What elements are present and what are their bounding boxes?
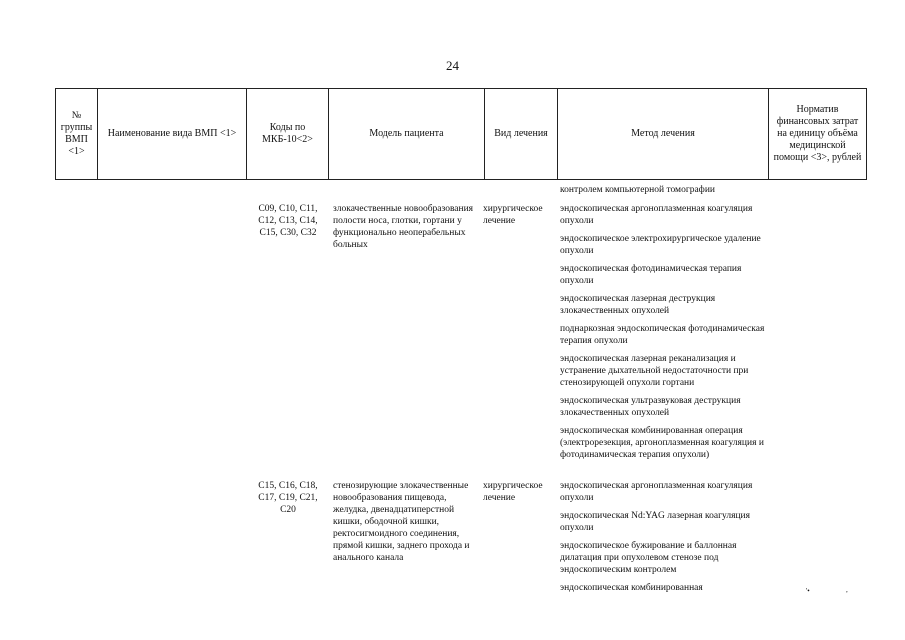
treatment-method-item: эндоскопическая комбинированная xyxy=(560,583,703,593)
treatment-method-item: эндоскопическая аргоноплазменная коагуляция опухоли xyxy=(560,204,753,226)
header-group-number: № группы ВМП <1> xyxy=(60,109,93,157)
icd-codes-cell: С15, С16, С18, С17, С19, С21, С20 xyxy=(258,481,318,515)
header-icd-codes: Коды по МКБ-10<2> xyxy=(262,121,313,145)
treatment-method-item: поднаркозная эндоскопическая фотодинамическая терапия опухоли xyxy=(560,324,765,346)
header-cost-standard: Норматив финансовых затрат на единицу объёма медицинской помощи <3>, рублей xyxy=(773,103,862,163)
header-treatment-type: Вид лечения xyxy=(494,127,548,139)
treatment-method-list xyxy=(560,480,767,600)
scan-mark: '• xyxy=(806,587,810,595)
treatment-method-item: эндоскопическая аргоноплазменная коагуляция опухоли xyxy=(560,481,753,503)
scan-mark: , xyxy=(846,586,848,594)
header-treatment-method: Метод лечения xyxy=(631,127,695,139)
treatment-type-cell: хирургическое лечение xyxy=(483,204,543,226)
icd-codes-cell: С09, С10, С11, С12, С13, С14, С15, С30, С32 xyxy=(258,204,318,238)
treatment-method-item: эндоскопическая лазерная деструкция злокачественных опухолей xyxy=(560,294,716,316)
header-vmp-name: Наименование вида ВМП <1> xyxy=(107,127,237,139)
page-number: 24 xyxy=(446,58,459,73)
table-header-bottom-border xyxy=(55,179,867,180)
treatment-method-item: эндоскопическая комбинированная операция (электрорезекция, аргоноплазменная коагуляция и фотодинамическая терапия опухоли) xyxy=(560,426,764,460)
treatment-method-item: эндоскопическая Nd:YAG лазерная коагуляция опухоли xyxy=(560,511,750,533)
treatment-method-item: эндоскопическое бужирование и баллонная дилатация при опухолевом стенозе под эндоскопическим контролем xyxy=(560,541,737,575)
patient-model-cell: злокачественные новообразования полости носа, глотки, гортани у функционально неоперабельных больных xyxy=(333,204,474,250)
treatment-method-list xyxy=(560,203,767,467)
treatment-method-item: эндоскопическая фотодинамическая терапия опухоли xyxy=(560,264,742,286)
patient-model-cell: стенозирующие злокачественные новообразования пищевода, желудка, двенадцатиперстной кишки, ободочной кишки, ректосигмоидного соединения, прямой кишки, заднего прохода и анального канала xyxy=(333,481,470,563)
continued-method-text: контролем компьютерной томографии xyxy=(560,185,716,195)
column-divider xyxy=(866,88,867,179)
header-patient-model: Модель пациента xyxy=(369,127,444,139)
treatment-method-item: эндоскопическая ультразвуковая деструкция злокачественных опухолей xyxy=(560,396,741,418)
treatment-method-item: эндоскопическое электрохирургическое удаление опухоли xyxy=(560,234,761,256)
treatment-type-cell: хирургическое лечение xyxy=(483,481,543,503)
treatment-method-item: эндоскопическая лазерная реканализация и устранение дыхательной недостаточности при стенозирующей опухоли гортани xyxy=(560,354,749,388)
